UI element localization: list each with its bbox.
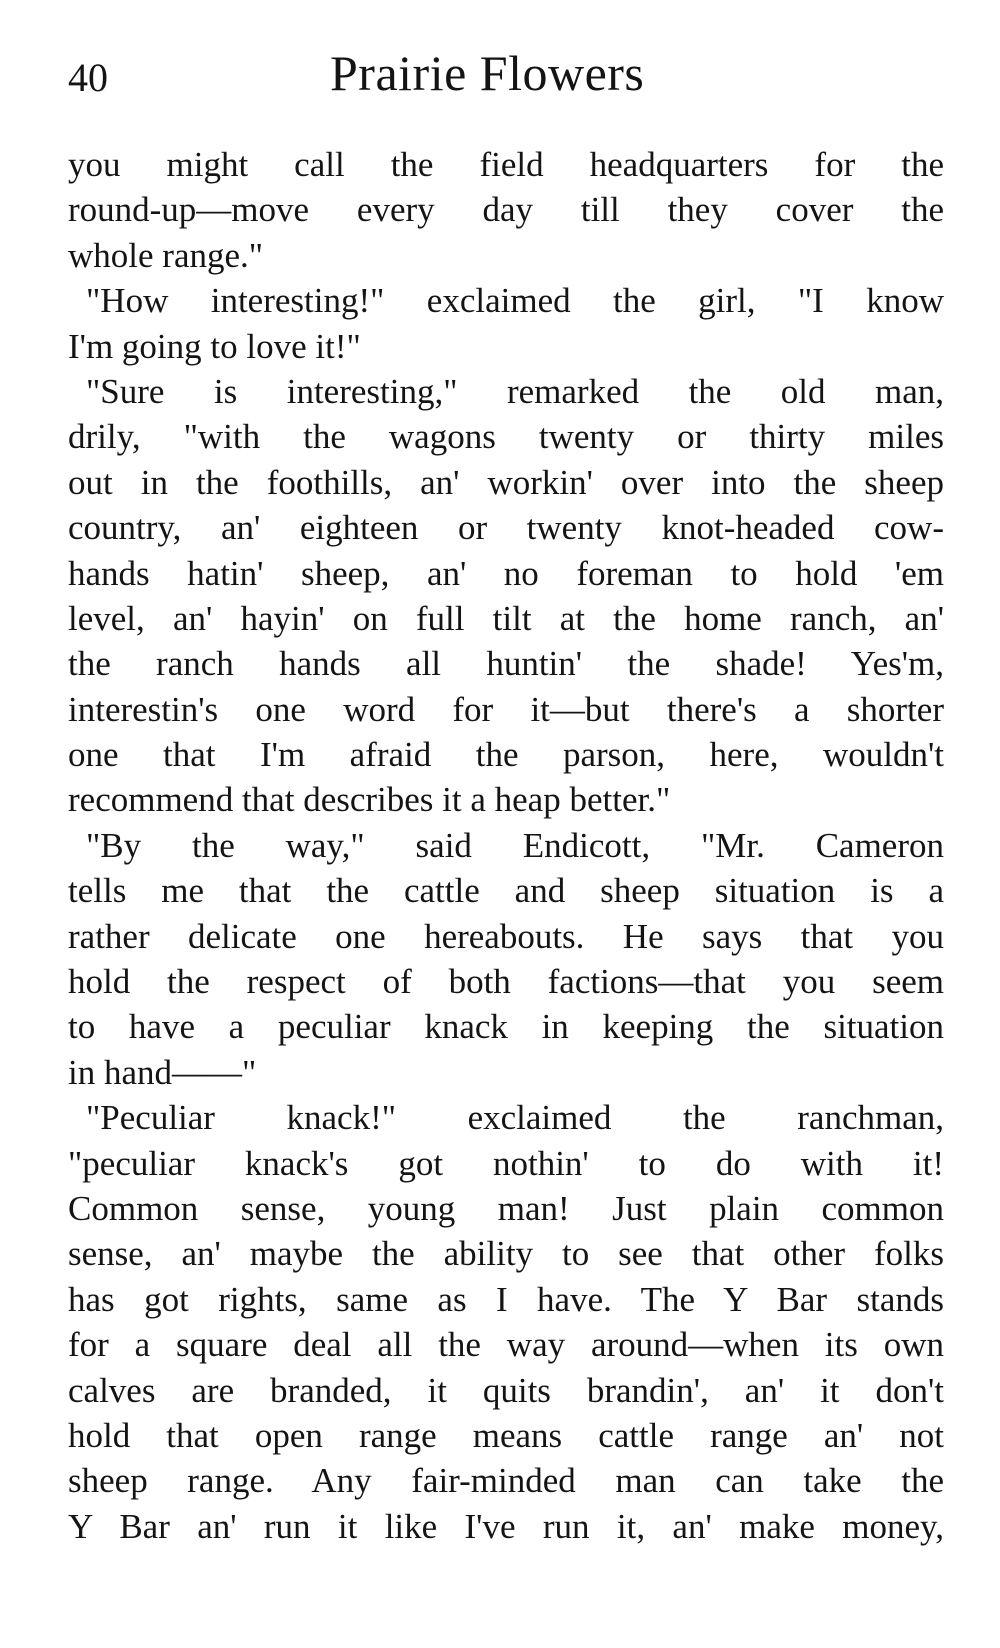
text-line: recommend that describes it a heap better." bbox=[68, 780, 671, 820]
text-line: for a square deal all the way around—when its own bbox=[68, 1325, 944, 1365]
text-line: one that I'm afraid the parson, here, wouldn't bbox=[68, 735, 944, 775]
text-line: has got rights, same as I have. The Y Bar stands bbox=[68, 1279, 944, 1319]
page-number: 40 bbox=[68, 55, 108, 100]
text-line: out in the foothills, an' workin' over into the sheep bbox=[68, 462, 944, 502]
text-line: hold that open range means cattle range an' not bbox=[68, 1415, 944, 1455]
text-line: Y Bar an' run it like I've run it, an' make money, bbox=[68, 1506, 944, 1546]
text-line: level, an' hayin' on full tilt at the home ranch, an' bbox=[68, 598, 944, 638]
running-title: Prairie Flowers bbox=[330, 45, 645, 101]
text-line: in hand——" bbox=[68, 1052, 257, 1092]
body-text bbox=[68, 142, 944, 1549]
text-line: the ranch hands all huntin' the shade! Yes'm, bbox=[68, 644, 944, 684]
text-line: round-up—move every day till they cover the bbox=[68, 190, 944, 230]
text-line: calves are branded, it quits brandin', an' it don't bbox=[68, 1370, 944, 1410]
text-line: interestin's one word for it—but there's a shorter bbox=[68, 689, 944, 729]
text-line: whole range." bbox=[68, 235, 264, 275]
page-header bbox=[0, 30, 1000, 120]
text-line: rather delicate one hereabouts. He says that you bbox=[68, 916, 944, 956]
text-line: I'm going to love it!" bbox=[68, 326, 361, 366]
text-line: "How interesting!" exclaimed the girl, "I know bbox=[86, 281, 944, 321]
text-line: "By the way," said Endicott, "Mr. Cameron bbox=[86, 825, 944, 865]
text-line: "peculiar knack's got nothin' to do with it! bbox=[68, 1143, 944, 1183]
text-line: "Sure is interesting," remarked the old man, bbox=[86, 371, 944, 411]
text-line: hold the respect of both factions—that you seem bbox=[68, 962, 944, 1002]
text-line: you might call the field headquarters for the bbox=[68, 145, 944, 184]
text-line: tells me that the cattle and sheep situation is a bbox=[68, 871, 944, 911]
text-line: country, an' eighteen or twenty knot-headed cow- bbox=[68, 508, 944, 548]
text-line: sense, an' maybe the ability to see that other folks bbox=[68, 1234, 944, 1274]
text-line: drily, "with the wagons twenty or thirty miles bbox=[68, 417, 944, 457]
text-line: sheep range. Any fair-minded man can take the bbox=[68, 1461, 944, 1501]
text-line: "Peculiar knack!" exclaimed the ranchman, bbox=[86, 1098, 944, 1138]
text-line: hands hatin' sheep, an' no foreman to hold 'em bbox=[68, 553, 944, 593]
text-line: Common sense, young man! Just plain common bbox=[68, 1188, 944, 1228]
text-line: to have a peculiar knack in keeping the situation bbox=[68, 1007, 944, 1047]
